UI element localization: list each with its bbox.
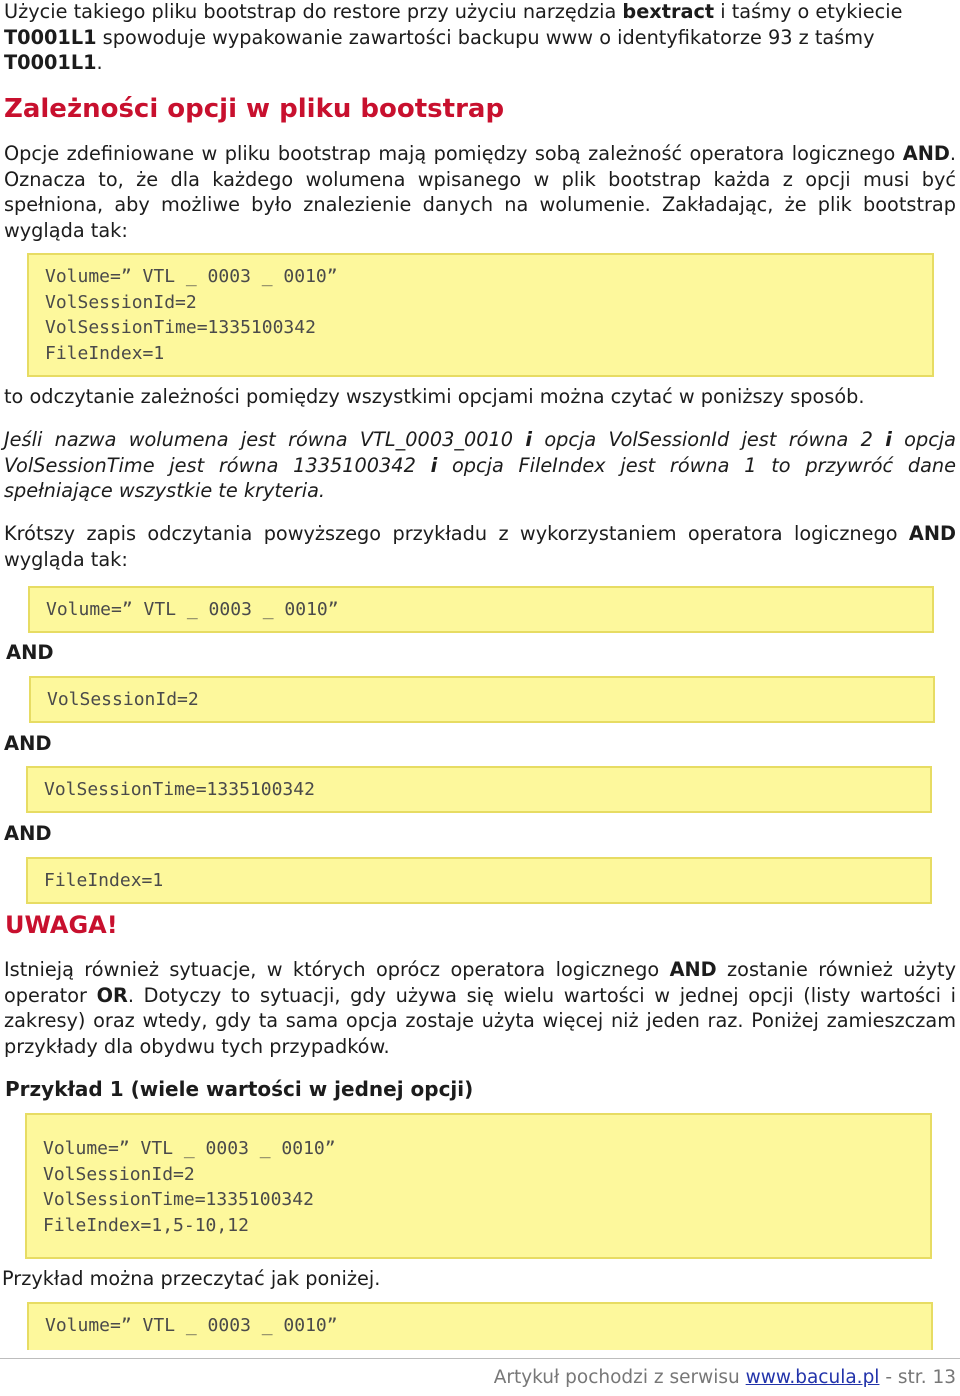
and-label: AND [4,732,52,755]
code-line: VolSessionId=2 [47,689,199,710]
code-line: VolSessionId=2 [43,1163,195,1185]
code-block-bootstrap [27,253,934,377]
warning-label: UWAGA! [5,911,118,939]
italic-text: opcja VolSessionId jest równa 2 [532,428,886,451]
para-text: zostanie również użyty operator [4,958,956,1007]
and-keyword: AND [669,958,717,981]
paragraph-reading: to odczytanie zależności pomiędzy wszystkimi opcjami można czytać w poniższy sposób. [4,385,865,408]
page-number: - str. 13 [879,1367,956,1388]
and-keyword: AND [902,142,950,165]
and-word: i [885,428,892,451]
intro-text-2: i taśmy o etykiecie [714,0,903,23]
code-line: Volume=” VTL _ 0003 _ 0010” [46,599,339,620]
code-line: VolSessionTime=1335100342 [44,779,315,800]
code-line: Volume=” VTL _ 0003 _ 0010” [43,1138,336,1159]
code-line: Volume=” VTL _ 0003 _ 0010” [45,266,338,287]
italic-text: Jeśli nazwa wolumena jest równa VTL_0003_0010 [4,428,526,451]
para-text: Krótszy zapis odczytania powyższego przykładu z wykorzystaniem operatora logicznego [4,522,909,545]
code-line: FileIndex=1 [44,870,164,891]
italic-paragraph [4,427,956,504]
tape-label: T0001L1 [4,51,97,75]
paragraph-or [4,957,956,1060]
paragraph-example-read: Przykład można przeczytać jak poniżej. [2,1267,381,1290]
code-line: FileIndex=1 [45,342,165,364]
italic-text: opcja FileIndex jest równa 1 to przywróć dane spełniające wszystkie te kryteria. [4,453,956,503]
and-word: i [430,453,438,477]
code-line: Volume=” VTL _ 0003 _ 0010” [45,1315,338,1336]
or-keyword: OR [96,983,128,1007]
code-block-volsessiontime [26,766,932,813]
bextract-term: bextract [622,0,715,23]
and-word: i [525,428,533,451]
code-line: VolSessionTime=1335100342 [43,1189,314,1210]
intro-text-3: spowoduje wypakowanie zawartości backupu www o identyfikatorze 93 z taśmy [96,25,875,49]
code-line: VolSessionId=2 [45,291,197,313]
site-link[interactable]: www.bacula.pl [745,1367,880,1388]
para-text: wygląda tak: [4,547,128,571]
tape-label: T0001L1 [4,25,97,49]
code-block-volume [28,586,934,633]
paragraph-shorter [4,521,956,572]
example-title: Przykład 1 (wiele wartości w jednej opcji) [5,1077,474,1101]
code-block-example-volume [27,1302,933,1350]
code-line: VolSessionTime=1335100342 [45,317,316,338]
para-text: . Oznacza to, że dla każdego wolumena wpisanego w plik bootstrap każda z opcji musi być spełniona, aby możliwe było znalezienie danych na wolumenie. Zakładając, że plik bootstrap wygląda tak: [4,142,956,243]
intro-text-1: Użycie takiego pliku bootstrap do restore przy użyciu narzędzia [4,0,623,23]
italic-text: opcja VolSessionTime jest równa 1335100342 [4,428,956,477]
section-title: Zależności opcji w pliku bootstrap [4,94,505,124]
footer-divider [0,1358,960,1359]
para-text: Istnieją również sytuacje, w których oprócz operatora logicznego [4,958,670,981]
code-block-volsessionid [29,676,935,723]
and-label: AND [6,641,54,664]
and-keyword: AND [908,522,956,545]
and-label: AND [4,822,52,845]
paragraph-dependencies [4,141,956,244]
intro-paragraph [4,0,956,76]
code-line: FileIndex=1,5-10,12 [43,1214,249,1236]
intro-text-4: . [96,51,103,75]
para-text: . Dotyczy to sytuacji, gdy używa się wielu wartości w jednej opcji (listy wartości i zakresy) oraz wtedy, gdy ta sama opcja zostaje użyta więcej niż jeden raz. Poniżej zamieszczam przykłady dla obydwu tych przypadków. [4,983,956,1059]
para-text: Opcje zdefiniowane w pliku bootstrap mają pomiędzy sobą zależność operatora logicznego [4,142,903,165]
code-block-example1 [25,1113,932,1259]
code-block-fileindex [26,857,932,904]
page-footer [494,1366,956,1390]
footer-text: Artykuł pochodzi z serwisu [493,1367,746,1388]
